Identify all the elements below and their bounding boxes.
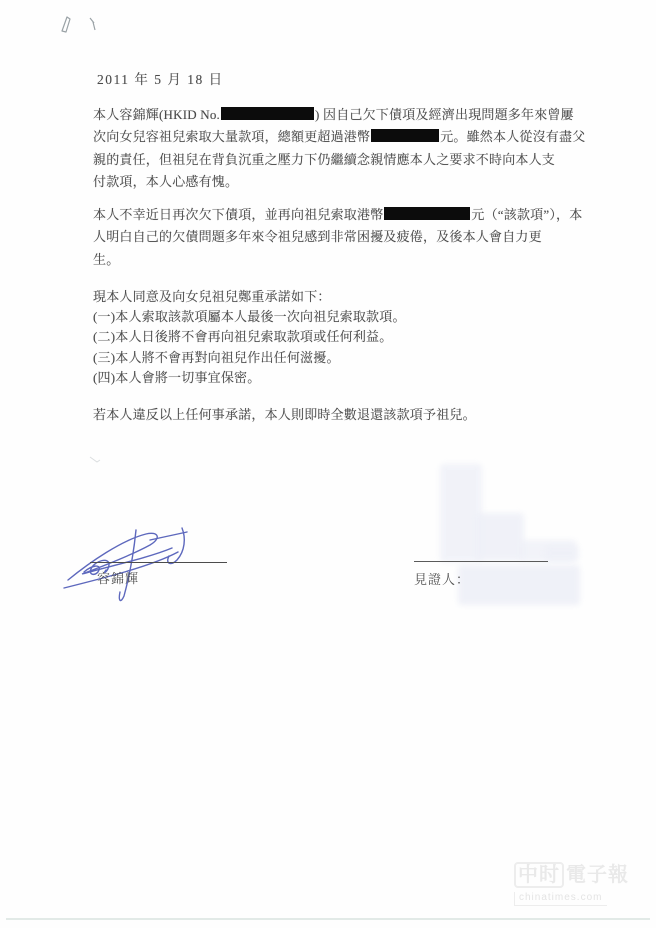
text-run: 次向女兒容祖兒索取大量款項，總額更超過港幣 <box>93 129 371 145</box>
text-run: 本人容錦輝(HKID No. <box>93 107 221 122</box>
text-line <box>93 149 575 171</box>
text-run: ) 因自己欠下債項及經濟出現問題多年來曾屢 <box>315 107 574 122</box>
redaction-box <box>384 207 470 220</box>
text-run: 現本人同意及向女兒祖兒鄭重承諾如下： <box>93 289 331 304</box>
text-line <box>93 171 575 193</box>
watermark-logo <box>514 858 634 906</box>
witness-signature-line <box>414 561 548 562</box>
witness-label: 見證人： <box>414 572 471 587</box>
text-run: 元。雖然本人從沒有盡父 <box>440 129 586 145</box>
text-run: (二)本人日後將不會再向祖兒索取款項或任何利益。 <box>93 329 393 345</box>
text-line <box>93 226 575 248</box>
paragraph-promises <box>93 287 575 388</box>
text-line <box>93 249 575 271</box>
witness-redaction-smudge <box>458 565 580 605</box>
text-run: 人明白自己的欠債問題多年來令祖兒感到非常困擾及疲倦，及後本人會自力更 <box>93 229 542 245</box>
text-line <box>93 204 583 226</box>
text-run: (三)本人將不會再對向祖兒作出任何滋擾。 <box>93 349 340 365</box>
witness-redaction-smudge <box>476 513 524 561</box>
scan-scratch-mark <box>88 455 102 465</box>
text-line <box>93 368 575 388</box>
scan-artifact-marks <box>56 13 106 37</box>
scan-edge-line <box>6 918 650 920</box>
text-line <box>93 404 575 426</box>
witness-redaction-smudge <box>545 545 579 561</box>
text-line <box>93 287 575 307</box>
text-line <box>93 348 575 368</box>
watermark-brand: 中时 電子報 <box>514 858 634 887</box>
text-run: (一)本人索取該款項屬本人最後一次向祖兒索取款項。 <box>93 309 406 325</box>
document-date: 2011 年 5 月 18 日 <box>97 72 224 87</box>
text-line <box>93 104 575 126</box>
signature-line <box>90 562 227 563</box>
text-run: 親的責任，但祖兒在背負沉重之壓力下仍繼續念親情應本人之要求不時向本人支 <box>93 151 556 167</box>
redaction-box <box>371 129 439 142</box>
paragraph-p1 <box>93 104 586 194</box>
text-run: 元（“該款項”），本 <box>471 207 583 222</box>
text-run: (四)本人會將一切事宜保密。 <box>93 369 261 385</box>
text-line <box>93 307 575 327</box>
text-line <box>93 126 586 148</box>
paragraph-p2 <box>93 204 583 271</box>
paragraph-p4 <box>93 404 575 426</box>
text-line <box>93 327 575 347</box>
signatory-name: 容錦輝 <box>97 571 140 586</box>
text-run: 本人不幸近日再次欠下債項，並再向祖兒索取港幣 <box>93 207 384 222</box>
watermark-domain: chinatimes.com <box>514 892 607 906</box>
handwritten-signature <box>60 518 212 604</box>
text-run: 付款項，本人心感有愧。 <box>93 174 239 190</box>
text-run: 若本人違反以上任何事承諾，本人則即時全數退還該款項予祖兒。 <box>93 407 476 422</box>
redaction-box <box>221 107 314 120</box>
text-run: 生。 <box>93 251 120 267</box>
